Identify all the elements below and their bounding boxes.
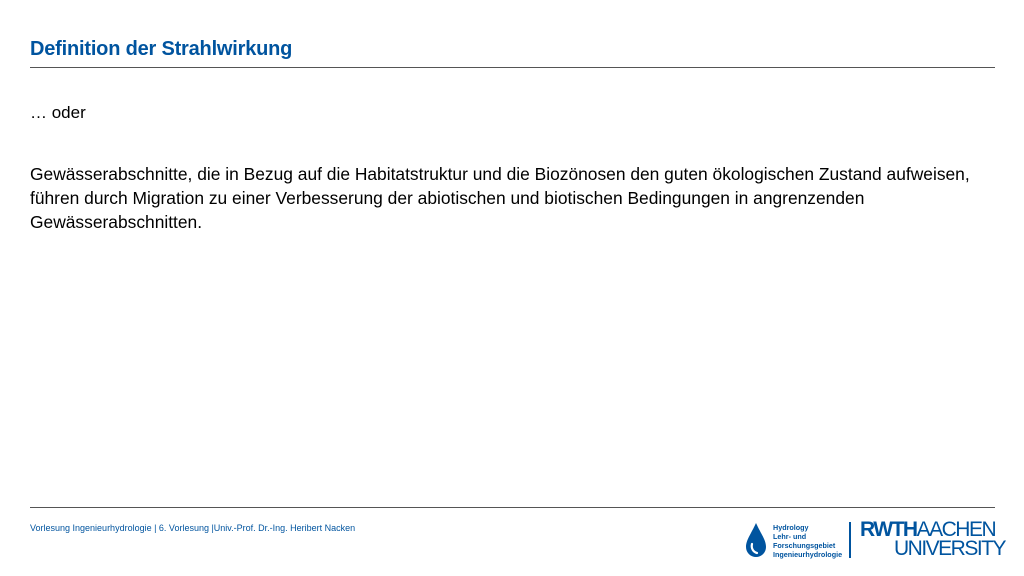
title-divider [30, 67, 995, 68]
water-drop-icon [745, 522, 767, 558]
rwth-logo-university: UNIVERSITY [894, 537, 1006, 560]
definition-paragraph: Gewässerabschnitte, die in Bezug auf die Habitatstruktur und die Biozönosen den guten ökologischen Zustand aufweisen, führen durch Migration zu einer Verbesserung der abiotischen und biotischen Bedingungen in angrenzenden Gewässerabschnitten. [30, 164, 970, 232]
rwth-aachen-logo [860, 518, 1006, 561]
hydrology-logo-line: Forschungsgebiet [773, 541, 836, 550]
rwth-logo-aachen: AACHEN [916, 518, 996, 541]
hydrology-logo-line: Ingenieurhydrologie [773, 550, 843, 559]
footer-text: Vorlesung Ingenieurhydrologie | 6. Vorlesung |Univ.-Prof. Dr.-Ing. Heribert Nacken [30, 523, 356, 533]
hydrology-logo-line: Hydrology [773, 523, 809, 532]
hydrology-logo-text [773, 523, 842, 559]
rwth-logo-rwth: RWTH [860, 518, 917, 541]
intro-text: … oder [30, 103, 86, 122]
hydrology-logo-line: Lehr- und [773, 532, 807, 541]
slide-title: Definition der Strahlwirkung [30, 38, 293, 60]
hydrology-logo [745, 520, 845, 560]
footer-divider [30, 507, 995, 508]
logo-divider [849, 522, 851, 558]
